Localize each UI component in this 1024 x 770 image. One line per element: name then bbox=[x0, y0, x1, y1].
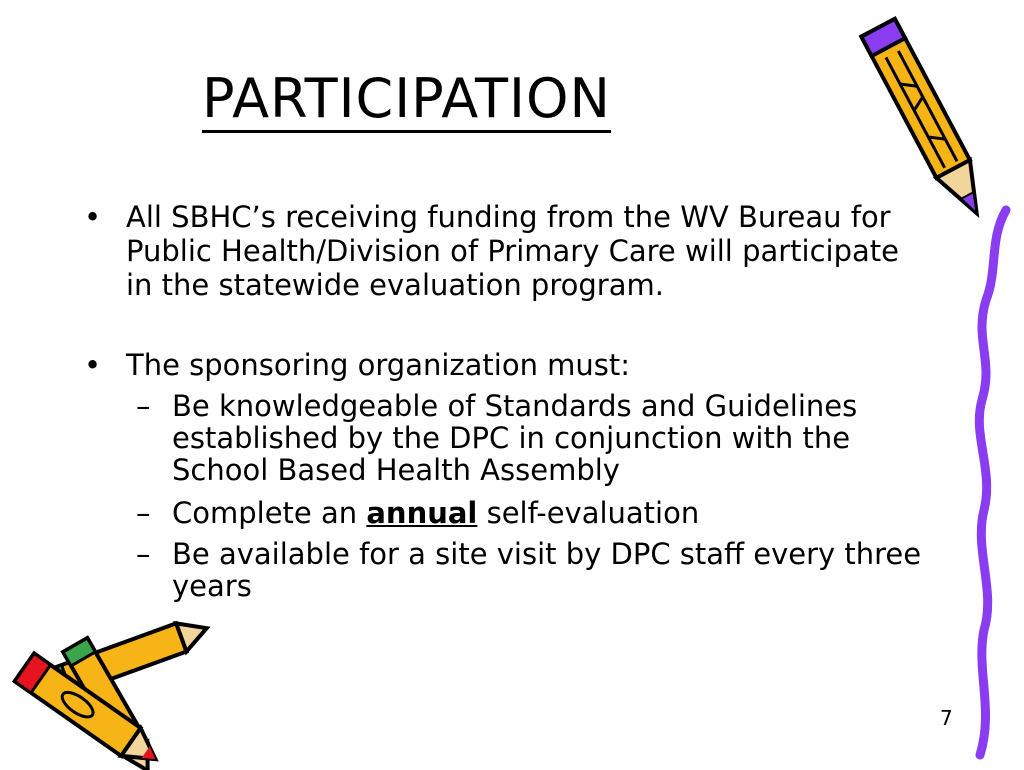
bullet-marker: • bbox=[84, 348, 102, 382]
sub-bullet-marker: – bbox=[136, 389, 151, 423]
pencil-group-icon bbox=[0, 620, 220, 760]
sub-bullet-text-pre: Complete an bbox=[172, 496, 367, 530]
sub-bullet-text: Be available for a site visit by DPC staff every three years bbox=[172, 537, 922, 603]
sub-bullet-text: Be knowledgeable of Standards and Guidelines established by the DPC in conjunction with the School Based Health Assembly bbox=[172, 389, 858, 487]
emphasis-annual: annual bbox=[366, 496, 478, 530]
bullet-marker: • bbox=[84, 200, 102, 234]
sub-bullet-self-evaluation bbox=[80, 497, 699, 529]
page-number: 7 bbox=[940, 706, 953, 730]
sub-bullet-site-visit bbox=[80, 538, 930, 602]
sub-bullet-marker: – bbox=[136, 496, 151, 530]
bullet-item-funding bbox=[80, 200, 930, 302]
bullet-item-sponsoring bbox=[80, 348, 630, 382]
bullet-text: All SBHC’s receiving funding from the WV Bureau for Public Health/Division of Primary Care will participate in the statewide evaluation program. bbox=[126, 200, 900, 302]
page-title: PARTICIPATION bbox=[202, 68, 611, 133]
sub-bullet-marker: – bbox=[136, 537, 151, 571]
purple-squiggle-border bbox=[964, 210, 1024, 770]
sub-bullet-text-post: self-evaluation bbox=[477, 496, 700, 530]
sub-bullet-standards bbox=[80, 390, 930, 486]
bullet-text: The sponsoring organization must: bbox=[126, 348, 631, 382]
